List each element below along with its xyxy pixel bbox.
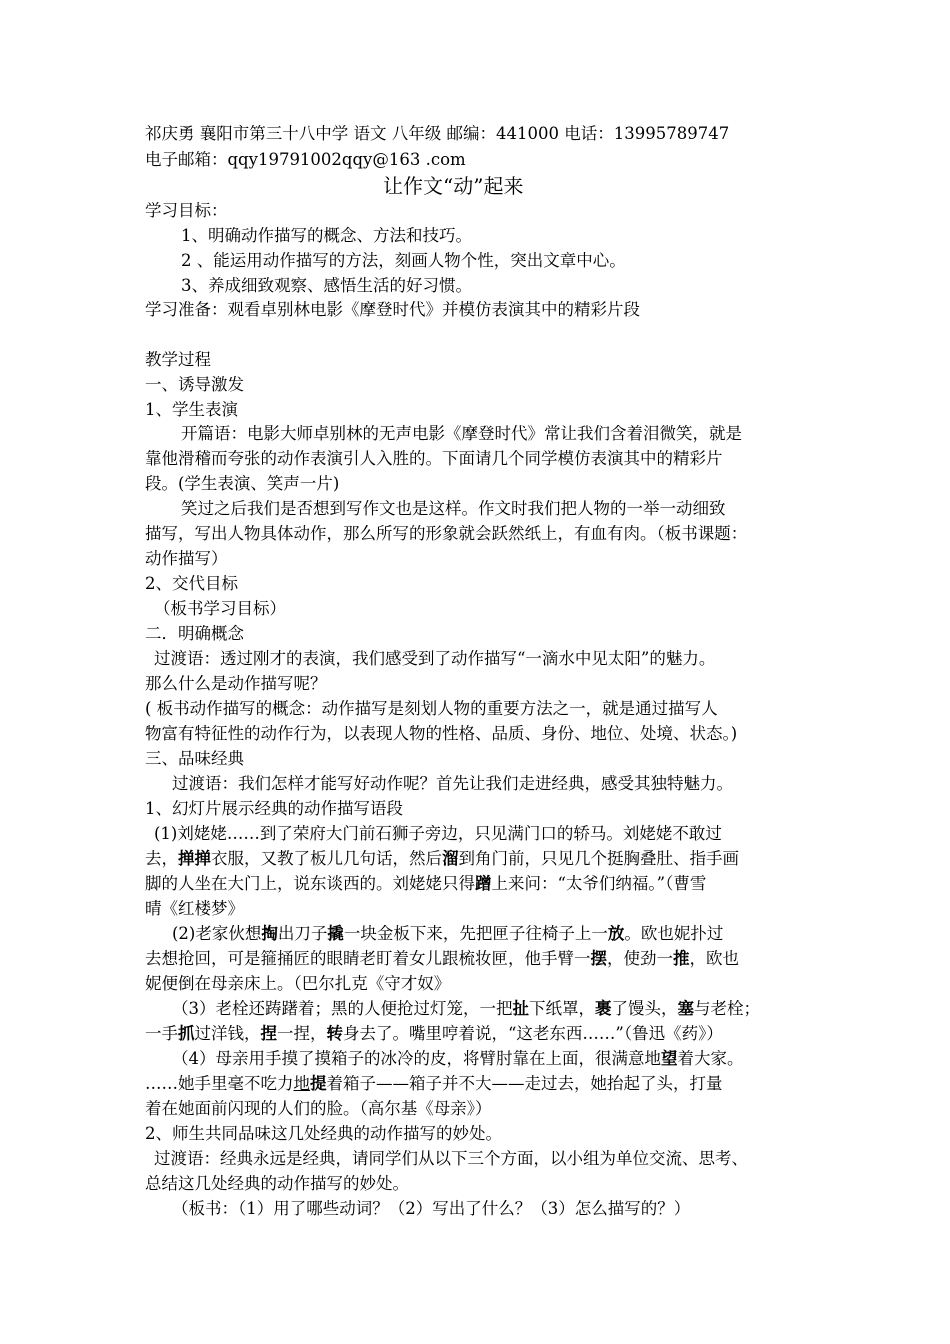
highlighted-verb: 提 — [310, 1074, 327, 1093]
author-info-line: 祁庆勇 襄阳市第三十八中学 语文 八年级 邮编：441000 电话：13995789747 — [145, 124, 730, 143]
objective-item: 3、养成细致观察、感悟生活的好习惯。 — [181, 276, 472, 295]
paragraph-line: 过渡语：经典永远是经典，请同学们从以下三个方面，以小组为单位交流、思考、 — [154, 1149, 748, 1168]
highlighted-verb: 捏 — [260, 1024, 277, 1043]
highlighted-verb: 摆 — [590, 949, 607, 968]
highlighted-verb: 推 — [673, 949, 690, 968]
highlighted-verb: 抓 — [178, 1024, 195, 1043]
paragraph-line: 动作描写） — [145, 549, 228, 568]
highlighted-verb: 塞 — [677, 999, 694, 1018]
example-line: （4）母亲用手摸了摸箱子的冰冷的皮，将臂肘靠在上面，很满意地望着大家。 — [172, 1049, 744, 1068]
highlighted-verb: 撬 — [327, 924, 344, 943]
highlighted-verb: 掏 — [261, 924, 278, 943]
section-heading: 二．明确概念 — [145, 624, 244, 643]
highlighted-verb: 裹 — [595, 999, 612, 1018]
example-line: 妮便倒在母亲床上。（巴尔扎克《守才奴》 — [145, 974, 451, 993]
objective-item: 1、明确动作描写的概念、方法和技巧。 — [181, 226, 472, 245]
paragraph-line: 段。(学生表演、笑声一片) — [145, 474, 340, 493]
example-line: 去想抢回，可是箍捅匠的眼睛老盯着女儿跟梳妆匣，他手臂一摆，使劲一推，欧也 — [145, 949, 739, 968]
highlighted-verb: 掸掸 — [178, 849, 211, 868]
process-heading: 教学过程 — [145, 350, 211, 369]
paragraph-line: 过渡语：我们怎样才能写好动作呢？首先让我们走进经典，感受其独特魅力。 — [172, 774, 733, 793]
paragraph-line: 靠他滑稽而夸张的动作表演引人入胜的。下面请几个同学模仿表演其中的精彩片 — [145, 449, 723, 468]
highlighted-verb: 转 — [326, 1024, 343, 1043]
example-line: (2)老家伙想掏出刀子撬一块金板下来，先把匣子往椅子上一放。欧也妮扑过 — [172, 924, 724, 943]
paragraph-line: 过渡语：透过刚才的表演，我们感受到了动作描写“一滴水中见太阳”的魅力。 — [154, 649, 716, 668]
document-title: 让作文“动”起来 — [383, 174, 524, 198]
paragraph-line: ( 板书动作描写的概念：动作描写是刻划人物的重要方法之一，就是通过描写人 — [145, 699, 718, 718]
paragraph-line: 笑过之后我们是否想到写作文也是这样。作文时我们把人物的一举一动细致 — [181, 499, 726, 518]
example-line: 一手抓过洋钱，捏一捏，转身去了。嘴里哼着说，“这老东西……”（鲁迅《药》） — [145, 1024, 723, 1043]
example-line: ……她手里毫不吃力地提着箱子——箱子并不大——走过去，她抬起了头，打量 — [145, 1074, 723, 1093]
highlighted-verb: 望 — [661, 1049, 678, 1068]
example-line: 着在她面前闪现的人们的脸。（高尔基《母亲》） — [145, 1099, 492, 1118]
paragraph-line: 那么什么是动作描写呢？ — [145, 674, 327, 693]
subsection-heading: 2、交代目标 — [145, 574, 238, 593]
subsection-heading: 1、幻灯片展示经典的动作描写语段 — [145, 799, 403, 818]
subsection-heading: 1、学生表演 — [145, 400, 238, 419]
highlighted-verb: 溜 — [442, 849, 459, 868]
example-line: (1)刘姥姥……到了荣府大门前石狮子旁边，只见满门口的轿马。刘姥姥不敢过 — [154, 824, 722, 843]
example-line: 晴《红楼梦》 — [145, 899, 244, 918]
paragraph-line: 物富有特征性的动作行为，以表现人物的性格、品质、身份、地位、处境、状态。) — [145, 724, 738, 743]
paragraph-line: 开篇语：电影大师卓别林的无声电影《摩登时代》常让我们含着泪微笑，就是 — [181, 424, 742, 443]
example-line: 去，掸掸衣服，又教了板儿几句话，然后溜到角门前，只见几个挺胸叠肚、指手画 — [145, 849, 739, 868]
paragraph-line: 描写，写出人物具体动作，那么所写的形象就会跃然纸上，有血有肉。（板书课题： — [145, 524, 748, 543]
board-note: （板书学习目标） — [154, 599, 286, 618]
subsection-heading: 2、师生共同品味这几处经典的动作描写的妙处。 — [145, 1124, 502, 1143]
underlined-word: 地 — [293, 1074, 310, 1093]
example-line: 脚的人坐在大门上，说东谈西的。刘姥姥只得蹭上来问：“太爷们纳福。”（曹雪 — [145, 874, 707, 893]
objectives-heading: 学习目标： — [145, 201, 228, 220]
highlighted-verb: 扯 — [512, 999, 529, 1018]
example-line: （3）老栓还踌躇着；黑的人便抢过灯笼，一把扯下纸罩，裹了馒头，塞与老栓； — [172, 999, 760, 1018]
highlighted-verb: 放 — [607, 924, 625, 943]
board-note: （板书：（1）用了哪些动词？（2）写出了什么？（3）怎么描写的？） — [172, 1199, 691, 1218]
email-line: 电子邮箱：qqy19791002qqy@163 .com — [145, 150, 466, 169]
section-heading: 三、品味经典 — [145, 749, 244, 768]
highlighted-verb: 蹭 — [475, 874, 492, 893]
preparation-line: 学习准备：观看卓别林电影《摩登时代》并模仿表演其中的精彩片段 — [145, 300, 640, 319]
section-heading: 一、诱导激发 — [145, 375, 244, 394]
objective-item: 2 、能运用动作描写的方法，刻画人物个性，突出文章中心。 — [181, 251, 626, 270]
paragraph-line: 总结这几处经典的动作描写的妙处。 — [145, 1174, 409, 1193]
